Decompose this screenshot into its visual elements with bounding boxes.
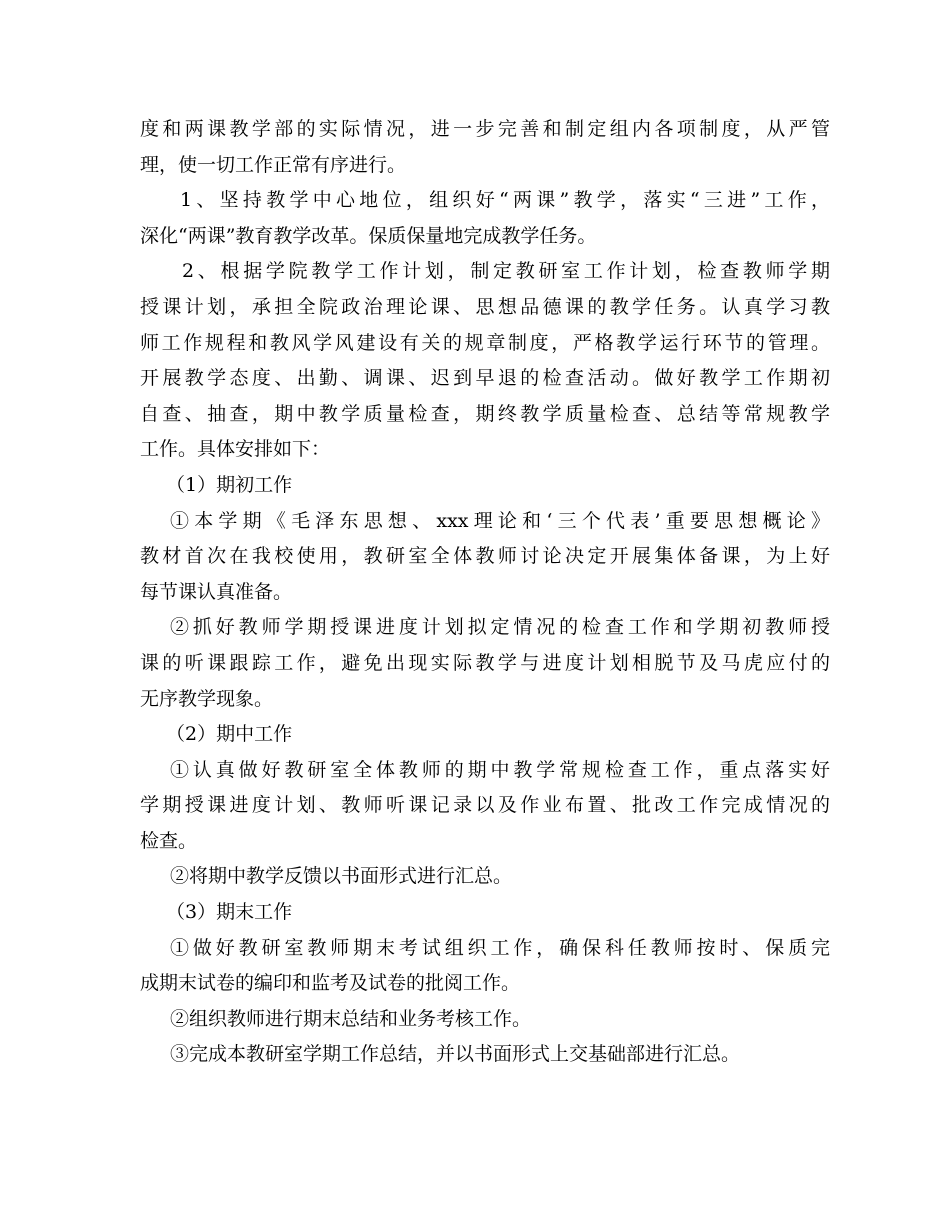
paragraph-line: 度和两课教学部的实际情况，进一步完善和制定组内各项制度，从严管 (140, 118, 830, 140)
sub-item-line: 学期授课进度计划、教师听课记录以及作业布置、批改工作完成情况的 (140, 794, 830, 817)
list-item-2-line: 师工作规程和教风学风建设有关的规章制度，严格教学运行环节的管理。 (140, 331, 830, 354)
sub-item-line: 每节课认真准备。 (140, 580, 293, 603)
sub-item-line: 成期末试卷的编印和监考及试卷的批阅工作。 (140, 972, 521, 995)
sub-item-line: ②将期中教学反馈以书面形式进行汇总。 (170, 865, 513, 888)
list-item-2-line: 开展教学态度、出勤、调课、迟到早退的检查活动。做好教学工作期初 (140, 367, 830, 390)
sub-item-line: ③完成本教研室学期工作总结，并以书面形式上交基础部进行汇总。 (170, 1043, 741, 1066)
list-item-2-line: 工作。具体安排如下： (140, 438, 331, 461)
body-text (140, 112, 830, 1073)
section-heading-mid-term: （2）期中工作 (166, 723, 293, 746)
sub-item-line: 课的听课跟踪工作，避免出现实际教学与进度计划相脱节及马虎应付的 (140, 651, 830, 674)
list-item-1-line: 1、坚持教学中心地位，组织好“两课”教学，落实“三进”工作， (180, 189, 830, 212)
list-item-2-line: 授课计划，承担全院政治理论课、思想品德课的教学任务。认真学习教 (140, 295, 830, 318)
list-item-2-line: 自查、抽查，期中教学质量检查，期终教学质量检查、总结等常规教学 (140, 402, 830, 425)
sub-item-line: ①本学期《毛泽东思想、xxx理论和‘三个代表’重要思想概论》 (170, 509, 830, 532)
section-heading-end-of-term: （3）期末工作 (166, 901, 293, 924)
list-item-2-line: 2、根据学院教学工作计划，制定教研室工作计划，检查教师学期 (182, 260, 830, 283)
sub-item-line: 教材首次在我校使用，教研室全体教师讨论决定开展集体备课，为上好 (140, 545, 830, 568)
sub-item-line: ①做好教研室教师期末考试组织工作，确保科任教师按时、保质完 (170, 936, 830, 959)
sub-item-line: ②抓好教师学期授课进度计划拟定情况的检查工作和学期初教师授 (170, 616, 830, 639)
sub-item-line: ①认真做好教研室全体教师的期中教学常规检查工作，重点落实好 (170, 758, 830, 781)
list-item-1-line: 深化“两课”教育教学改革。保质保量地完成教学任务。 (140, 224, 597, 247)
sub-item-line: ②组织教师进行期末总结和业务考核工作。 (170, 1007, 532, 1030)
paragraph-line: 理，使一切工作正常有序进行。 (140, 153, 407, 176)
sub-item-line: 检查。 (140, 829, 198, 852)
section-heading-start-of-term: （1）期初工作 (166, 473, 293, 496)
sub-item-line: 无序教学现象。 (140, 687, 274, 710)
